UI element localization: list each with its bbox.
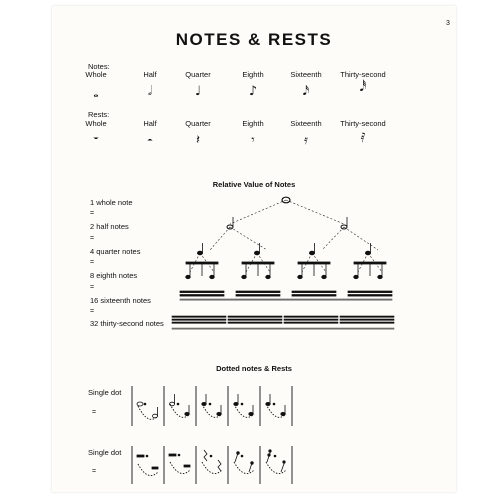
eighth-note-icon: ♪ (248, 84, 258, 99)
notes-col-half: Half (143, 70, 157, 79)
rests-col-thirty-second: Thirty-second (340, 119, 386, 128)
notes-col-thirty-second: Thirty-second (340, 70, 386, 79)
whole-rest-icon: 𝄻 (93, 134, 99, 149)
rests-col-sixteenth: Sixteenth (290, 119, 322, 128)
rests-label: Rests: (88, 110, 110, 119)
rests-col-half: Half (143, 119, 157, 128)
rests-col-eighth: Eighth (242, 119, 264, 128)
rests-col-whole: Whole (85, 119, 107, 128)
notes-label: Notes: (88, 62, 110, 71)
half-note-icon: 𝅗𝅥 (147, 84, 153, 99)
relative-row-6: 32 thirty-second notes (90, 319, 164, 328)
half-rest-icon: 𝄼 (147, 134, 153, 149)
relative-row-1: 1 whole note (90, 198, 133, 207)
rests-col-quarter: Quarter (185, 119, 211, 128)
thirty-second-note-icon: 𝅘𝅥𝅰 (359, 80, 367, 95)
relative-equals-3: = (90, 259, 95, 266)
page-number: 3 (446, 20, 450, 27)
notes-col-quarter: Quarter (185, 70, 211, 79)
notes-col-sixteenth: Sixteenth (290, 70, 322, 79)
relative-row-2: 2 half notes (90, 222, 129, 231)
dotted-row2-label: Single dot (88, 448, 122, 457)
dotted-row1-equals: = (92, 409, 97, 416)
book-page (52, 6, 456, 492)
dotted-row1-label: Single dot (88, 388, 122, 397)
relative-equals-4: = (90, 284, 95, 291)
quarter-note-icon: ♩ (194, 84, 202, 99)
relative-equals-2: = (90, 235, 95, 242)
page-title: NOTES & RESTS (175, 30, 333, 49)
sixteenth-rest-icon: 𝄿 (304, 133, 308, 148)
notes-col-eighth: Eighth (242, 70, 264, 79)
relative-row-3: 4 quarter notes (90, 247, 141, 256)
whole-note-icon: 𝅝 (93, 86, 99, 101)
eighth-rest-icon: 𝄾 (251, 133, 255, 148)
dotted-notes-title: Dotted notes & Rests (216, 364, 292, 373)
quarter-rest-icon: 𝄽 (196, 133, 200, 148)
note-value-tree (52, 6, 456, 492)
dotted-row2-equals: = (92, 468, 97, 475)
relative-row-5: 16 sixteenth notes (90, 296, 151, 305)
thirty-second-rest-icon: 𝅀 (360, 131, 366, 146)
notes-col-whole: Whole (85, 70, 107, 79)
sixteenth-note-icon: 𝅘𝅥𝅯 (302, 84, 310, 99)
relative-value-title: Relative Value of Notes (212, 180, 296, 189)
relative-equals-1: = (90, 210, 95, 217)
relative-equals-5: = (90, 308, 95, 315)
relative-row-4: 8 eighth notes (90, 271, 138, 280)
